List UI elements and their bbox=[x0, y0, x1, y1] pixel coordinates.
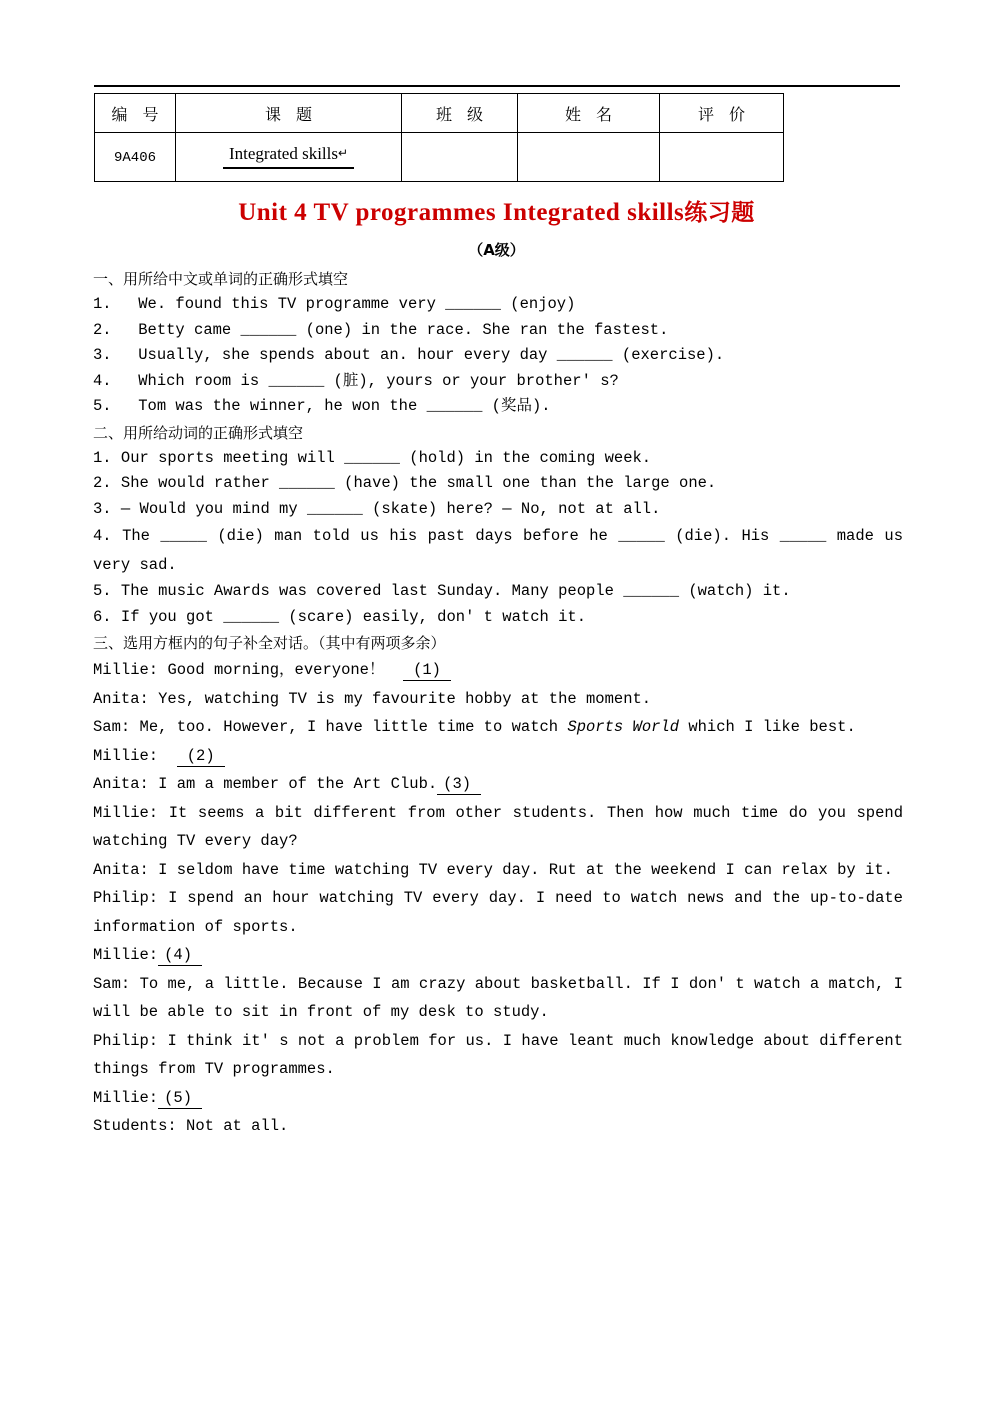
dialogue-blank[interactable]: (1) bbox=[403, 661, 451, 681]
header-label-topic: 课 题 bbox=[264, 104, 318, 124]
programme-title: Sports World bbox=[567, 718, 680, 736]
dialogue-speaker: Millie: bbox=[93, 946, 159, 964]
dialogue-text: It seems a bit different from other students. Then how much time do you spend watching TV every day? bbox=[93, 803, 903, 850]
dialogue-text: I spend an hour watching TV every day. I need to watch news and the up-to-date information of sports. bbox=[93, 889, 903, 936]
header-cell-class bbox=[402, 94, 518, 133]
dialogue-text: To me, a little. Because I am crazy about basketball. If I don' t watch a match, I will be able to sit in front of my desk to study. bbox=[93, 974, 903, 1021]
dialogue-blank[interactable]: (5) bbox=[158, 1089, 202, 1109]
item-text: — Would you mind my ______ (skate) here? — No, not at all. bbox=[120, 499, 661, 518]
dialogue-speaker: Millie: bbox=[93, 803, 159, 822]
cell-name-value bbox=[518, 133, 660, 182]
item-number: 5. bbox=[93, 397, 112, 415]
page-title-english: Unit 4 TV programmes Integrated skills bbox=[238, 199, 685, 226]
header-label-class: 班 级 bbox=[435, 104, 489, 124]
item-text: The _____ (die) man told us his past days before he _____ (die). His _____ made us very sad. bbox=[93, 527, 903, 574]
cell-code-value bbox=[95, 133, 176, 182]
item-number: 1. bbox=[93, 295, 112, 313]
question-item bbox=[93, 522, 903, 579]
cell-topic-value bbox=[176, 133, 402, 182]
dialogue-speaker: Anita: bbox=[93, 860, 149, 879]
table-row bbox=[95, 133, 784, 182]
page-subtitle: （A级） bbox=[468, 241, 525, 259]
question-item bbox=[93, 343, 903, 369]
item-number: 5. bbox=[93, 582, 112, 600]
dialogue-text: Yes, watching TV is my favourite hobby at the moment. bbox=[158, 689, 652, 708]
item-number: 6. bbox=[93, 607, 112, 626]
dialogue-speaker: Anita: bbox=[93, 689, 149, 708]
dialogue-text: Good morning，everyone！ bbox=[167, 661, 385, 679]
dialogue-speaker: Anita: bbox=[93, 775, 149, 793]
header-cell-name bbox=[518, 94, 660, 133]
dialogue-text: I seldom have time watching TV every day. Rut at the weekend I can relax by it. bbox=[158, 860, 893, 879]
dialogue-speaker: Sam: bbox=[93, 718, 131, 736]
item-text: Usually, she spends about an. hour every day ______ (exercise). bbox=[138, 346, 725, 364]
dialogue-line bbox=[93, 742, 903, 771]
item-text: She would rather ______ (have) the small one than the large one. bbox=[120, 474, 717, 492]
item-number: 4. bbox=[93, 371, 112, 390]
dialogue-line bbox=[93, 970, 903, 1027]
item-number: 4. bbox=[93, 527, 112, 545]
header-label-name: 姓 名 bbox=[564, 104, 618, 124]
dialogue-line bbox=[93, 713, 903, 742]
dialogue-line bbox=[93, 856, 903, 885]
item-text: If you got ______ (scare) easily, don' t watch it. bbox=[120, 607, 586, 626]
section-two-heading: 二、用所给动词的正确形式填空 bbox=[93, 423, 304, 442]
cell-evaluation-value bbox=[660, 133, 784, 182]
question-item bbox=[93, 446, 903, 472]
cell-class-value bbox=[402, 133, 518, 182]
item-number: 3. bbox=[93, 346, 112, 364]
item-text: Tom was the winner, he won the ______ (奖品). bbox=[138, 397, 551, 415]
dialogue-line bbox=[93, 1084, 903, 1113]
question-item bbox=[93, 394, 903, 420]
question-item bbox=[93, 369, 903, 395]
header-cell-topic bbox=[176, 94, 402, 133]
dialogue-text: I think it' s not a problem for us. I have leant much knowledge about different things from TV programmes. bbox=[93, 1031, 903, 1078]
item-text: The music Awards was covered last Sunday. Many people ______ (watch) it. bbox=[120, 582, 791, 600]
dialogue-text: I am a member of the Art Club. bbox=[158, 775, 438, 793]
dialogue-line bbox=[93, 1112, 903, 1141]
question-item bbox=[93, 471, 903, 497]
dialogue-line bbox=[93, 799, 903, 856]
section-one-heading: 一、用所给中文或单词的正确形式填空 bbox=[93, 270, 349, 288]
dialogue-speaker: Millie: bbox=[93, 746, 159, 765]
dialogue-line bbox=[93, 941, 903, 970]
item-text: Which room is ______ (脏), yours or your brother' s? bbox=[138, 371, 619, 390]
lesson-code: 9A406 bbox=[113, 150, 156, 166]
dialogue-text: Not at all. bbox=[186, 1117, 289, 1135]
dialogue-blank[interactable]: (4) bbox=[158, 946, 202, 966]
lesson-topic-text: Integrated skills bbox=[228, 144, 338, 164]
dialogue-blank[interactable]: (3) bbox=[437, 775, 481, 795]
lesson-topic bbox=[223, 145, 354, 169]
paragraph-return-mark: ↵ bbox=[338, 146, 349, 161]
item-number: 2. bbox=[93, 474, 112, 492]
dialogue-line bbox=[93, 1027, 903, 1084]
header-cell-evaluation bbox=[660, 94, 784, 133]
header-label-evaluation: 评 价 bbox=[697, 104, 751, 124]
worksheet-header-table bbox=[94, 93, 784, 182]
item-text: Betty came ______ (one) in the race. She ran the fastest. bbox=[138, 320, 669, 339]
question-item bbox=[93, 579, 903, 605]
item-number: 2. bbox=[93, 320, 112, 339]
dialogue-speaker: Millie: bbox=[93, 1088, 159, 1107]
dialogue-line bbox=[93, 770, 903, 799]
dialogue-line bbox=[93, 884, 903, 941]
question-item bbox=[93, 497, 903, 523]
question-item bbox=[93, 292, 903, 318]
dialogue-blank[interactable]: (2) bbox=[177, 747, 225, 767]
header-rule bbox=[94, 85, 900, 87]
dialogue-text-after: which I like best. bbox=[679, 718, 856, 736]
item-number: 1. bbox=[93, 448, 112, 467]
dialogue-line bbox=[93, 656, 903, 685]
page-title bbox=[0, 194, 993, 227]
dialogue-speaker: Sam: bbox=[93, 974, 131, 993]
question-item bbox=[93, 318, 903, 344]
item-text: We. found this TV programme very ______ (enjoy) bbox=[138, 295, 576, 313]
item-number: 3. bbox=[93, 499, 112, 518]
question-item bbox=[93, 605, 903, 631]
dialogue-text: Me, too. However, I have little time to watch bbox=[139, 718, 568, 736]
worksheet-body bbox=[93, 266, 903, 1141]
dialogue-list bbox=[93, 656, 903, 1141]
dialogue-line bbox=[93, 685, 903, 714]
header-label-code: 编 号 bbox=[111, 104, 164, 124]
dialogue-speaker: Philip: bbox=[93, 1031, 159, 1050]
page-title-chinese: 练习题 bbox=[684, 200, 755, 226]
dialogue-speaker: Philip: bbox=[93, 889, 159, 907]
item-text: Our sports meeting will ______ (hold) in the coming week. bbox=[120, 448, 652, 467]
section-three-heading: 三、选用方框内的句子补全对话。（其中有两项多余） bbox=[93, 634, 446, 652]
table-header-row bbox=[95, 94, 784, 133]
header-cell-code bbox=[95, 94, 176, 133]
dialogue-speaker: Students: bbox=[93, 1117, 177, 1135]
dialogue-speaker: Millie: bbox=[93, 661, 159, 679]
